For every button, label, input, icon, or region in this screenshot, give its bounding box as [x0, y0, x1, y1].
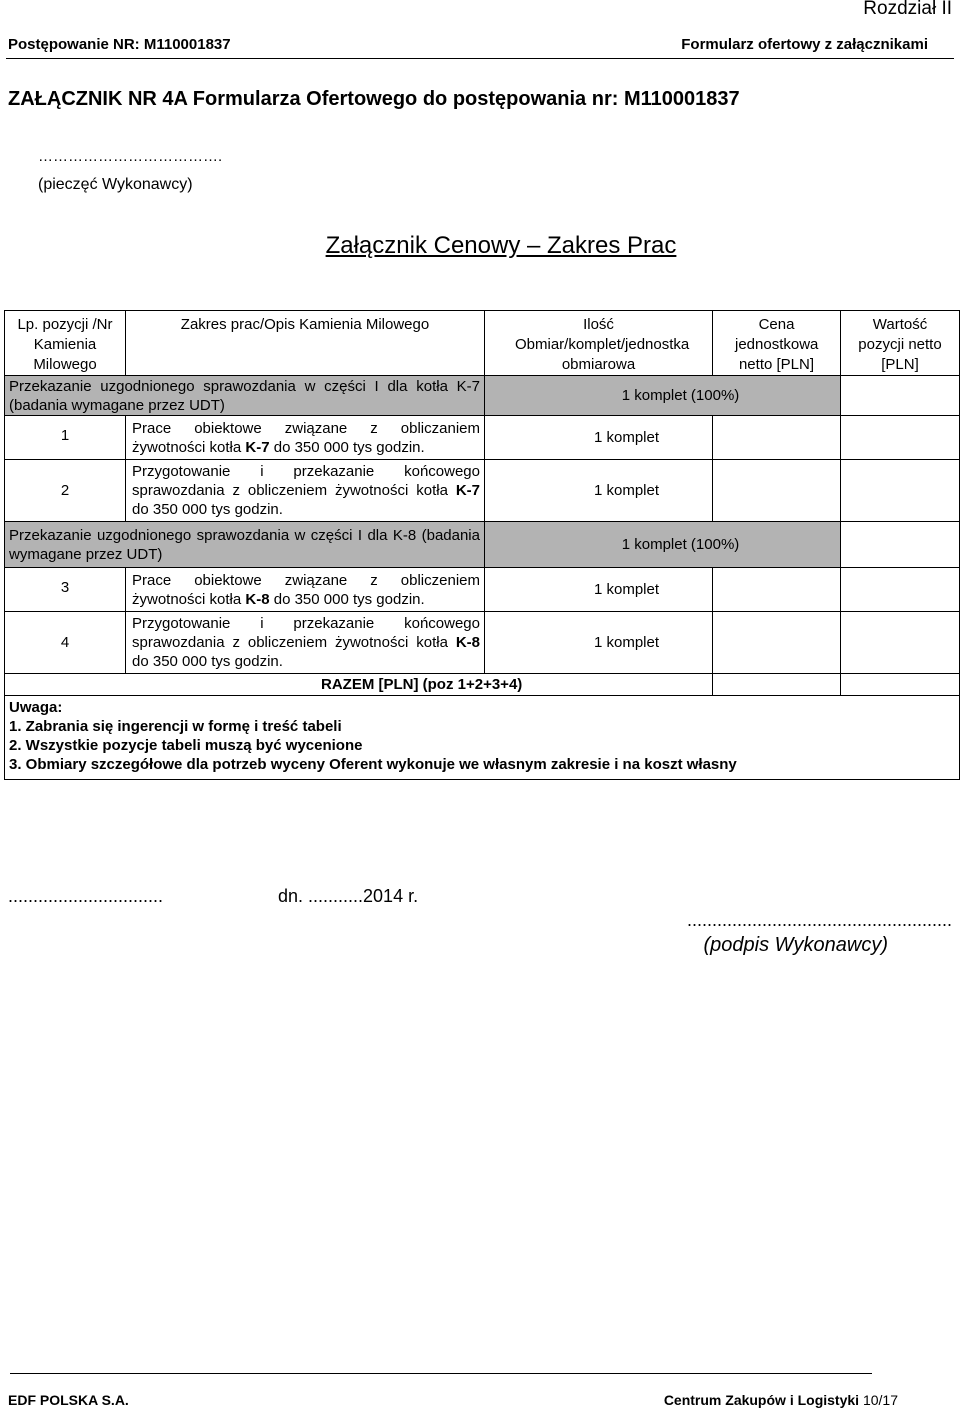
- row-4-unit-price-cell[interactable]: [713, 612, 841, 674]
- header-divider: [6, 58, 954, 59]
- row-2-value-cell[interactable]: [841, 460, 960, 522]
- price-appendix-title: Załącznik Cenowy – Zakres Prac: [325, 232, 677, 259]
- notes-row: [5, 696, 960, 780]
- milestone-row: [5, 376, 960, 416]
- note-item: 2. Wszystkie pozycje tabeli muszą być wycenione: [9, 737, 363, 754]
- row-3-quantity: 1 komplet: [485, 568, 713, 612]
- place-dots: ...............................: [8, 886, 164, 906]
- notes-heading: Uwaga:: [9, 699, 63, 716]
- note-item: 1. Zabrania się ingerencji w formę i treść tabeli: [9, 718, 342, 735]
- signature-dots: .....................................................: [686, 910, 952, 930]
- price-table: [4, 310, 960, 780]
- header-unit-price: Cena jednostkowa netto [PLN]: [713, 311, 841, 376]
- row-1-quantity: 1 komplet: [485, 416, 713, 460]
- total-row: [5, 674, 960, 696]
- row-3-value-cell[interactable]: [841, 568, 960, 612]
- row-4-description: Przygotowanie i przekazanie końcowego sprawozdania z obliczeniem żywotności kotła K-8 do 350 000 tys godzin.: [126, 612, 485, 674]
- footer-right: [664, 1392, 898, 1408]
- row-1-lp: 1: [5, 416, 126, 460]
- row-2-unit-price-cell[interactable]: [713, 460, 841, 522]
- footer-company: EDF POLSKA S.A.: [8, 1392, 129, 1408]
- row-2-description: Przygotowanie i przekazanie końcowego sprawozdania z obliczeniem żywotności kotła K-7 do 350 000 tys godzin.: [126, 460, 485, 522]
- stamp-dots: ……………………………….: [38, 148, 223, 165]
- row-2-quantity: 1 komplet: [485, 460, 713, 522]
- row-2-lp: 2: [5, 460, 126, 522]
- row-1-description: Prace obiektowe związane z obliczaniem żywotności kotła K-7 do 350 000 tys godzin.: [126, 416, 485, 460]
- footer-divider: [10, 1373, 872, 1374]
- page-number: 10/17: [862, 1392, 898, 1408]
- row-4-value-cell[interactable]: [841, 612, 960, 674]
- row-3-lp: 3: [5, 568, 126, 612]
- row-4-lp: 4: [5, 612, 126, 674]
- table-row: [5, 416, 960, 460]
- date-field: dn. ...........2014 r.: [278, 886, 419, 906]
- milestone-1-value-cell[interactable]: [841, 376, 960, 416]
- table-row: [5, 612, 960, 674]
- document-title: ZAŁĄCZNIK NR 4A Formularza Ofertowego do postępowania nr: M110001837: [8, 88, 740, 110]
- row-4-quantity: 1 komplet: [485, 612, 713, 674]
- milestone-1-quantity: 1 komplet (100%): [485, 376, 841, 416]
- signature-label: (podpis Wykonawcy): [703, 934, 888, 956]
- milestone-2-title: Przekazanie uzgodnionego sprawozdania w części I dla K-8 (badania wymagane przez UDT): [5, 522, 485, 568]
- table-row: [5, 568, 960, 612]
- chapter-label: Rozdział II: [863, 0, 952, 19]
- milestone-row: [5, 522, 960, 568]
- header-scope: Zakres prac/Opis Kamienia Milowego: [126, 311, 485, 376]
- total-value-cell[interactable]: [841, 674, 960, 696]
- row-1-unit-price-cell[interactable]: [713, 416, 841, 460]
- procedure-number: Postępowanie NR: M110001837: [8, 36, 231, 53]
- total-unit-price-cell: [713, 674, 841, 696]
- header-value: Wartość pozycji netto [PLN]: [841, 311, 960, 376]
- header-lp: Lp. pozycji /Nr Kamienia Milowego: [5, 311, 126, 376]
- stamp-label: (pieczęć Wykonawcy): [38, 176, 193, 193]
- header-quantity: Ilość Obmiar/komplet/jednostka obmiarowa: [485, 311, 713, 376]
- table-row: [5, 460, 960, 522]
- row-3-description: Prace obiektowe związane z obliczeniem żywotności kotła K-8 do 350 000 tys godzin.: [126, 568, 485, 612]
- form-name: Formularz ofertowy z załącznikami: [681, 36, 928, 53]
- notes: [5, 696, 960, 780]
- row-1-value-cell[interactable]: [841, 416, 960, 460]
- table-header-row: [5, 311, 960, 376]
- milestone-2-value-cell[interactable]: [841, 522, 960, 568]
- footer-department: Centrum Zakupów i Logistyki: [663, 1392, 860, 1408]
- total-label: RAZEM [PLN] (poz 1+2+3+4): [5, 674, 713, 696]
- note-item: 3. Obmiary szczegółowe dla potrzeb wyceny Oferent wykonuje we własnym zakresie i na koszt własny: [9, 756, 737, 773]
- row-3-unit-price-cell[interactable]: [713, 568, 841, 612]
- milestone-1-title: Przekazanie uzgodnionego sprawozdania w części I dla kotła K-7 (badania wymagane przez UDT): [5, 376, 485, 416]
- milestone-2-quantity: 1 komplet (100%): [485, 522, 841, 568]
